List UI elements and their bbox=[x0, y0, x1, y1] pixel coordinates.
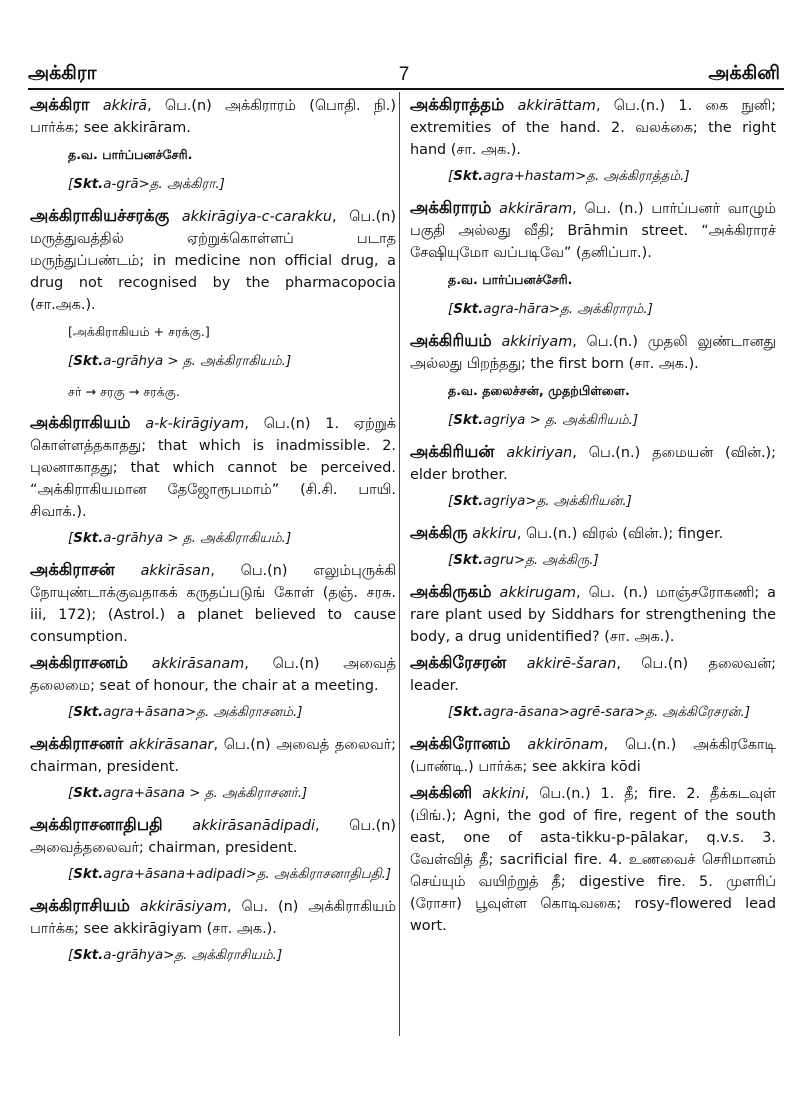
headword: அக்கிராசனம் bbox=[30, 653, 128, 672]
etymology-source: Skt. bbox=[453, 494, 484, 509]
definition: , பெ.(n.) 1. தீ; fire. 2. தீக்கடவுள் (பிங்.); Agni, the god of fire, regent of the south east, one of asta-tikku-p-pālakar, q.v.s. 3. வேள்வித் தீ; sacrificial fire. 4. உணவைச் செரிமானம் செய்யும் வயிற்றுத் தீ; digestive fire. 5. முளரிப் (ரோசா) பூவுள்ள கொடிவகை; rosy-flowered lead wort. bbox=[410, 786, 777, 934]
headword: அக்கிராகியச்சரக்கு bbox=[30, 206, 170, 225]
etymology: [Skt.a-grāhya > த. அக்கிராகியம்.] bbox=[68, 354, 292, 369]
derivation-note: சர் → சரகு → சரக்கு. bbox=[68, 384, 180, 399]
etymology: [Skt.agra+āsana+adipadi>த. அக்கிராசனாதிபதி.] bbox=[68, 867, 392, 882]
transliteration: akkirāgiya-c-carakku bbox=[181, 209, 332, 225]
etymology-source: Skt. bbox=[453, 302, 484, 317]
dictionary-entry bbox=[410, 522, 776, 545]
headword: அக்கிராத்தம் bbox=[410, 95, 505, 114]
definition: , பெ.(n) அக்கிராரம் (பொதி. நி.) பார்க்க; see akkirāram. bbox=[30, 98, 396, 136]
transliteration: a-k-kirāgiyam bbox=[145, 416, 245, 432]
dictionary-entry bbox=[30, 205, 396, 316]
page-header bbox=[28, 54, 780, 88]
etymology: [Skt.agra-āsana>agrē-sara>த. அக்கிரேசரன்.] bbox=[448, 705, 751, 720]
definition: , பெ.(n) அவைத் தலைவர்; chairman, president. bbox=[30, 737, 396, 775]
etymology-text: agra+āsana>த. அக்கிராசனம். bbox=[103, 705, 298, 720]
etymology-text: agriya>த. அக்கிரியன். bbox=[483, 494, 627, 509]
transliteration: akkirāsanam bbox=[151, 656, 245, 672]
etymology-text: a-grāhya>த. அக்கிராசியம். bbox=[103, 948, 277, 963]
transliteration: akkirāsiyam bbox=[139, 899, 227, 915]
transliteration: akkirāsanar bbox=[129, 737, 214, 753]
dictionary-entry bbox=[30, 814, 396, 859]
definition: , பெ.(n) அவைத் தலைமை; seat of honour, the chair at a meeting. bbox=[30, 656, 397, 694]
transliteration: akkini bbox=[482, 786, 525, 802]
etymology-text: agriya > த. அக்கிரியம். bbox=[483, 413, 633, 428]
dictionary-entry bbox=[410, 441, 776, 486]
dictionary-entry bbox=[30, 895, 396, 940]
headword: அக்கினி bbox=[410, 783, 473, 802]
headword: அக்கிராசனர் bbox=[30, 734, 124, 753]
etymology: [Skt.agra+āsana > த. அக்கிராசனர்.] bbox=[68, 786, 308, 801]
transliteration: akkiru bbox=[472, 526, 517, 542]
etymology-source: Skt. bbox=[453, 413, 484, 428]
column-divider bbox=[399, 92, 400, 1036]
tamil-equivalent-note: த.வ. தலைச்சன், முதற்பிள்ளை. bbox=[448, 383, 630, 398]
headword: அக்கிரோனம் bbox=[410, 734, 511, 753]
headword: அக்கிரியம் bbox=[410, 331, 492, 350]
headword: அக்கிராசனாதிபதி bbox=[30, 815, 163, 834]
etymology-source: Skt. bbox=[453, 705, 484, 720]
etymology-source: Skt. bbox=[73, 177, 104, 192]
etymology-source: Skt. bbox=[73, 948, 104, 963]
transliteration: akkirāttam bbox=[517, 98, 596, 114]
guide-word-left: அக்கிரா bbox=[28, 62, 97, 84]
transliteration: akkirāsan bbox=[140, 563, 211, 579]
etymology-text: agra+hastam>த. அக்கிராத்தம். bbox=[483, 169, 685, 184]
definition: , பெ.(n) 1. ஏற்றுக் கொள்ளத்தகாதது; that which is inadmissible. 2. புலனாகாதது; that which cannot be perceived. “அக்கிராகியமான தேஜோரூபமாம்” (சி.சி. பாயி. சிவாக்.). bbox=[30, 416, 397, 520]
dictionary-entry bbox=[410, 197, 776, 264]
etymology-text: agra+āsana > த. அக்கிராசனர். bbox=[103, 786, 302, 801]
definition: , பெ. (n.) பார்ப்பனர் வாழும் பகுதி அல்லது வீதி; Brāhmin street. “அக்கிராரச் சேஷியுமோ வப்படிவே” (தனிப்பா.). bbox=[410, 201, 776, 261]
etymology-text: agra+āsana+adipadi>த. அக்கிராசனாதிபதி. bbox=[103, 867, 386, 882]
etymology: [Skt.agra+hastam>த. அக்கிராத்தம்.] bbox=[448, 169, 690, 184]
definition: , பெ.(n.) அக்கிரகோடி (பாண்டி.) பார்க்க; see akkira kōdi bbox=[410, 737, 776, 775]
etymology: [Skt.a-grāhya > த. அக்கிராகியம்.] bbox=[68, 531, 292, 546]
definition: , பெ.(n) தலைவன்; leader. bbox=[410, 656, 777, 694]
etymology: [Skt.agra+āsana>த. அக்கிராசனம்.] bbox=[68, 705, 303, 720]
headword: அக்கிருகம் bbox=[410, 582, 492, 601]
transliteration: akkirōnam bbox=[527, 737, 604, 753]
definition: , பெ. (n.) மாஞ்சரோகணி; a rare plant used by Siddhars for strengthening the body, a drug unidentified? (சா. அக.). bbox=[410, 585, 776, 645]
etymology: [Skt.agriya > த. அக்கிரியம்.] bbox=[448, 413, 639, 428]
header-rule bbox=[28, 88, 784, 90]
headword: அக்கிரேசரன் bbox=[410, 653, 507, 672]
transliteration: akkirā bbox=[102, 98, 148, 114]
definition: , பெ.(n.) விரல் (வின்.); finger. bbox=[516, 526, 724, 542]
definition: , பெ.(n) மருத்துவத்தில் ஏற்றுக்கொள்ளப் படாத மருந்துப்பண்டம்; in medicine non official drug, a drug not recognised by the pharmacopocia (சா.அக.). bbox=[30, 209, 397, 313]
dictionary-entry bbox=[410, 733, 776, 778]
etymology: [Skt.a-grā>த. அக்கிரா.] bbox=[68, 177, 225, 192]
right-column bbox=[410, 94, 776, 941]
dictionary-entry bbox=[410, 652, 776, 697]
headword: அக்கிராரம் bbox=[410, 198, 492, 217]
etymology-text: agru>த. அக்கிரு. bbox=[483, 553, 594, 568]
headword: அக்கிரியன் bbox=[410, 442, 495, 461]
tamil-equivalent-note: த.வ. பார்ப்பனச்சேரி. bbox=[68, 147, 193, 162]
dictionary-entry bbox=[410, 581, 776, 648]
etymology: [Skt.agra-hāra>த. அக்கிராரம்.] bbox=[448, 302, 653, 317]
left-column bbox=[30, 94, 396, 976]
dictionary-entry bbox=[30, 559, 396, 648]
etymology-source: Skt. bbox=[453, 169, 484, 184]
etymology-source: Skt. bbox=[73, 867, 104, 882]
transliteration: akkiriyan bbox=[506, 445, 573, 461]
definition: , பெ.(n.) 1. கை நுனி; extremities of the hand. 2. வலக்கை; the right hand (சா. அக.). bbox=[410, 98, 776, 158]
dictionary-entry bbox=[30, 94, 396, 139]
etymology-source: Skt. bbox=[73, 531, 104, 546]
etymology-text: agra-hāra>த. அக்கிராரம். bbox=[483, 302, 648, 317]
definition: , பெ.(n.) தமையன் (வின்.); elder brother. bbox=[410, 445, 776, 483]
dictionary-entry bbox=[410, 782, 776, 937]
dictionary-entry bbox=[30, 733, 396, 778]
etymology: [Skt.a-grāhya>த. அக்கிராசியம்.] bbox=[68, 948, 283, 963]
etymology: [Skt.agru>த. அக்கிரு.] bbox=[448, 553, 599, 568]
etymology-source: Skt. bbox=[73, 705, 104, 720]
dictionary-entry bbox=[30, 412, 396, 523]
headword: அக்கிராசியம் bbox=[30, 896, 130, 915]
dictionary-entry bbox=[410, 94, 776, 161]
definition: , பெ. (n) அக்கிராகியம் பார்க்க; see akkirāgiyam (சா. அக.). bbox=[30, 899, 397, 937]
etymology-text: a-grāhya > த. அக்கிராகியம். bbox=[103, 531, 286, 546]
dictionary-entry bbox=[410, 330, 776, 375]
tamil-equivalent-note: த.வ. பார்ப்பனச்சேரி. bbox=[448, 272, 573, 287]
definition: , பெ.(n) அவைத்தலைவர்; chairman, president. bbox=[30, 818, 396, 856]
derivation-note: [அக்கிராகியம் + சரக்கு.] bbox=[68, 324, 210, 339]
headword: அக்கிரு bbox=[410, 523, 468, 542]
headword: அக்கிராகியம் bbox=[30, 413, 131, 432]
etymology-text: a-grāhya > த. அக்கிராகியம். bbox=[103, 354, 286, 369]
etymology-source: Skt. bbox=[453, 553, 484, 568]
transliteration: akkirugam bbox=[499, 585, 577, 601]
etymology-source: Skt. bbox=[73, 786, 104, 801]
transliteration: akkirē-šaran bbox=[526, 656, 617, 672]
etymology-text: agra-āsana>agrē-sara>த. அக்கிரேசரன். bbox=[483, 705, 745, 720]
definition: , பெ.(n.) முதலி லுண்டானது அல்லது பிறந்தது; the first born (சா. அக.). bbox=[410, 334, 776, 372]
etymology-source: Skt. bbox=[73, 354, 104, 369]
guide-word-right: அக்கினி bbox=[708, 62, 780, 84]
etymology: [Skt.agriya>த. அக்கிரியன்.] bbox=[448, 494, 632, 509]
transliteration: akkiriyam bbox=[501, 334, 573, 350]
etymology-text: a-grā>த. அக்கிரா. bbox=[103, 177, 220, 192]
dictionary-entry bbox=[30, 652, 396, 697]
transliteration: akkirāsanādipadi bbox=[192, 818, 315, 834]
page-number: 7 bbox=[398, 64, 410, 85]
headword: அக்கிரா bbox=[30, 95, 90, 114]
headword: அக்கிராசன் bbox=[30, 560, 115, 579]
definition: , பெ.(n) எலும்புருக்கி நோயுண்டாக்குவதாகக் கருதப்படுங் கோள் (தஞ். சரசு. iii, 172); (Astrol.) a planet believed to cause consumption. bbox=[30, 563, 397, 645]
transliteration: akkirāram bbox=[499, 201, 573, 217]
